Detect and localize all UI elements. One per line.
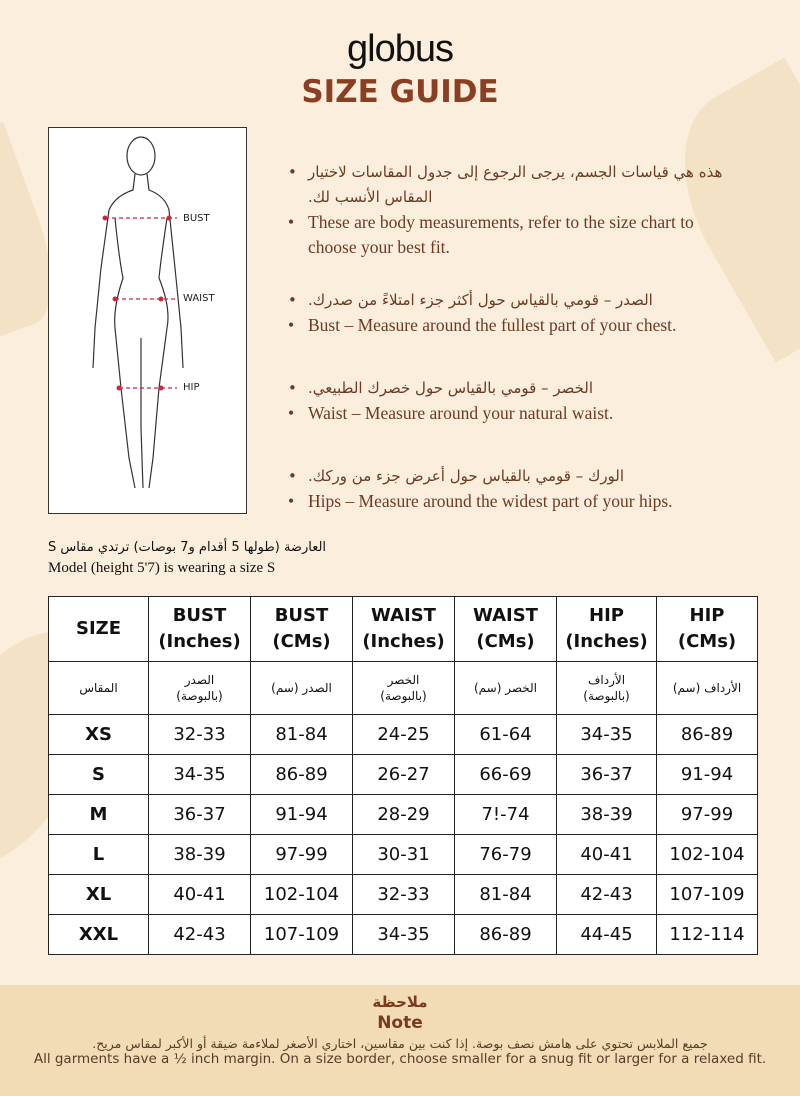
table-row xyxy=(49,755,758,795)
model-info-ar: العارضة (طولها 5 أقدام و7 بوصات) ترتدي مقاس S xyxy=(48,540,327,555)
measurement-cell: 36-37 xyxy=(149,795,251,835)
header-line: BUST xyxy=(274,605,329,626)
header-line: BUST xyxy=(172,605,227,626)
header-row-en xyxy=(49,597,758,662)
column-header-ar xyxy=(455,662,557,715)
brand-logo: globus xyxy=(347,28,453,70)
column-header-ar xyxy=(149,662,251,715)
hip-instruction-en: • Hips – Measure around the widest part of your hips. xyxy=(286,489,746,514)
column-header xyxy=(251,597,353,662)
header-row-ar xyxy=(49,662,758,715)
bust-instruction-ar: • الصدر – قومي بالقياس حول أكثر جزء امتلاءً من صدرك. xyxy=(286,288,746,313)
size-cell: S xyxy=(49,755,149,795)
size-cell: XL xyxy=(49,875,149,915)
measurement-cell: 34-35 xyxy=(557,715,657,755)
header-line-ar: الخصر (سم) xyxy=(474,681,537,695)
measurement-cell: 32-33 xyxy=(353,875,455,915)
note-title-en: Note xyxy=(377,1013,423,1033)
measurement-cell: 81-84 xyxy=(455,875,557,915)
column-header-ar xyxy=(251,662,353,715)
measurement-cell: 34-35 xyxy=(149,755,251,795)
bust-label: BUST xyxy=(183,213,210,224)
header-unit: (Inches) xyxy=(362,631,445,652)
size-cell: L xyxy=(49,835,149,875)
column-header xyxy=(49,597,149,662)
column-header-ar xyxy=(557,662,657,715)
measurement-cell: 102-104 xyxy=(251,875,353,915)
measurement-cell: 42-43 xyxy=(149,915,251,955)
measurement-cell: 86-89 xyxy=(455,915,557,955)
header-line: SIZE xyxy=(75,618,121,639)
measurement-cell: 24-25 xyxy=(353,715,455,755)
measurement-cell: 34-35 xyxy=(353,915,455,955)
measurement-cell: 107-109 xyxy=(657,875,758,915)
measurement-cell: 97-99 xyxy=(251,835,353,875)
waist-label: WAIST xyxy=(183,293,215,304)
measurement-cell: 40-41 xyxy=(149,875,251,915)
header-unit: (Inches) xyxy=(565,631,648,652)
measurement-cell: 38-39 xyxy=(557,795,657,835)
column-header-ar xyxy=(657,662,758,715)
header-unit-ar: (بالبوصة) xyxy=(176,689,223,703)
measurement-cell: 42-43 xyxy=(557,875,657,915)
size-cell: M xyxy=(49,795,149,835)
header-unit: (CMs) xyxy=(677,631,737,652)
measurement-cell: 97-99 xyxy=(657,795,758,835)
header-unit: (CMs) xyxy=(476,631,535,652)
measurement-cell: 102-104 xyxy=(657,835,758,875)
note-title-ar: ملاحظة xyxy=(372,993,428,1011)
size-cell: XXL xyxy=(49,915,149,955)
header-line-ar: الأرداف (سم) xyxy=(672,681,742,695)
header-unit-ar: (بالبوصة) xyxy=(380,689,427,703)
measurement-cell: 28-29 xyxy=(353,795,455,835)
hip-label: HIP xyxy=(183,382,200,393)
measurement-cell: 76-79 xyxy=(455,835,557,875)
header-line: HIP xyxy=(589,605,624,626)
waist-instruction-ar: • الخصر – قومي بالقياس حول خصرك الطبيعي. xyxy=(286,376,746,401)
model-info-en: Model (height 5'7) is wearing a size S xyxy=(48,560,276,576)
measurement-cell: 32-33 xyxy=(149,715,251,755)
column-header-ar xyxy=(353,662,455,715)
header-unit: (Inches) xyxy=(158,631,241,652)
table-row xyxy=(49,795,758,835)
header-unit-ar: (بالبوصة) xyxy=(583,689,630,703)
column-header xyxy=(353,597,455,662)
measurement-cell: 66-69 xyxy=(455,755,557,795)
measurement-cell: 107-109 xyxy=(251,915,353,955)
table-row xyxy=(49,715,758,755)
column-header xyxy=(455,597,557,662)
column-header xyxy=(557,597,657,662)
intro-ar: • هذه هي قياسات الجسم، يرجى الرجوع إلى جدول المقاسات لاختيار المقاس الأنسب لك. xyxy=(286,160,746,210)
column-header xyxy=(657,597,758,662)
measurement-cell: 86-89 xyxy=(251,755,353,795)
header-line: HIP xyxy=(689,605,725,626)
measurement-cell: 61-64 xyxy=(455,715,557,755)
size-cell: XS xyxy=(49,715,149,755)
measurement-cell: 86-89 xyxy=(657,715,758,755)
column-header xyxy=(149,597,251,662)
note-text-en: All garments have a ½ inch margin. On a size border, choose smaller for a snug fit or larger for a relaxed fit. xyxy=(33,1051,767,1067)
column-header-ar xyxy=(49,662,149,715)
header-line-ar: الصدر (سم) xyxy=(271,681,332,695)
bust-instruction-en: • Bust – Measure around the fullest part of your chest. xyxy=(286,313,746,338)
measurement-cell: 7!-74 xyxy=(455,795,557,835)
intro-en: • These are body measurements, refer to the size chart to choose your best fit. xyxy=(286,210,746,260)
measurement-cell: 81-84 xyxy=(251,715,353,755)
page-title: SIZE GUIDE xyxy=(301,74,499,110)
note-text-ar: جميع الملابس تحتوي على هامش نصف بوصة. إذا كنت بين مقاسين، اختاري الأصغر لملاءمة ضيقة أو الأكبر لمقاس مريح. xyxy=(92,1036,708,1051)
measurement-cell: 40-41 xyxy=(557,835,657,875)
hip-instruction-ar: • الورك – قومي بالقياس حول أعرض جزء من وركك. xyxy=(286,464,746,489)
measurement-cell: 26-27 xyxy=(353,755,455,795)
measurement-cell: 30-31 xyxy=(353,835,455,875)
measurement-cell: 36-37 xyxy=(557,755,657,795)
measurement-cell: 44-45 xyxy=(557,915,657,955)
header-line-ar: الأرداف xyxy=(587,673,626,687)
table-row xyxy=(49,835,758,875)
header-line: WAIST xyxy=(473,605,538,626)
table-row xyxy=(49,915,758,955)
measurement-cell: 91-94 xyxy=(251,795,353,835)
table-row xyxy=(49,875,758,915)
waist-instruction-en: • Waist – Measure around your natural waist. xyxy=(286,401,746,426)
header-unit: (CMs) xyxy=(272,631,331,652)
measurement-instructions xyxy=(286,160,746,514)
female-silhouette-icon xyxy=(49,128,246,513)
note-section xyxy=(0,985,800,1096)
header-line-ar: الخصر xyxy=(387,673,420,687)
header-line: WAIST xyxy=(371,605,436,626)
body-measurement-figure xyxy=(48,127,247,514)
header-line-ar: الصدر xyxy=(184,673,215,687)
size-chart-table xyxy=(48,596,758,955)
header-line-ar: المقاس xyxy=(79,681,118,695)
measurement-cell: 38-39 xyxy=(149,835,251,875)
measurement-cell: 112-114 xyxy=(657,915,758,955)
measurement-cell: 91-94 xyxy=(657,755,758,795)
model-info xyxy=(48,538,326,578)
